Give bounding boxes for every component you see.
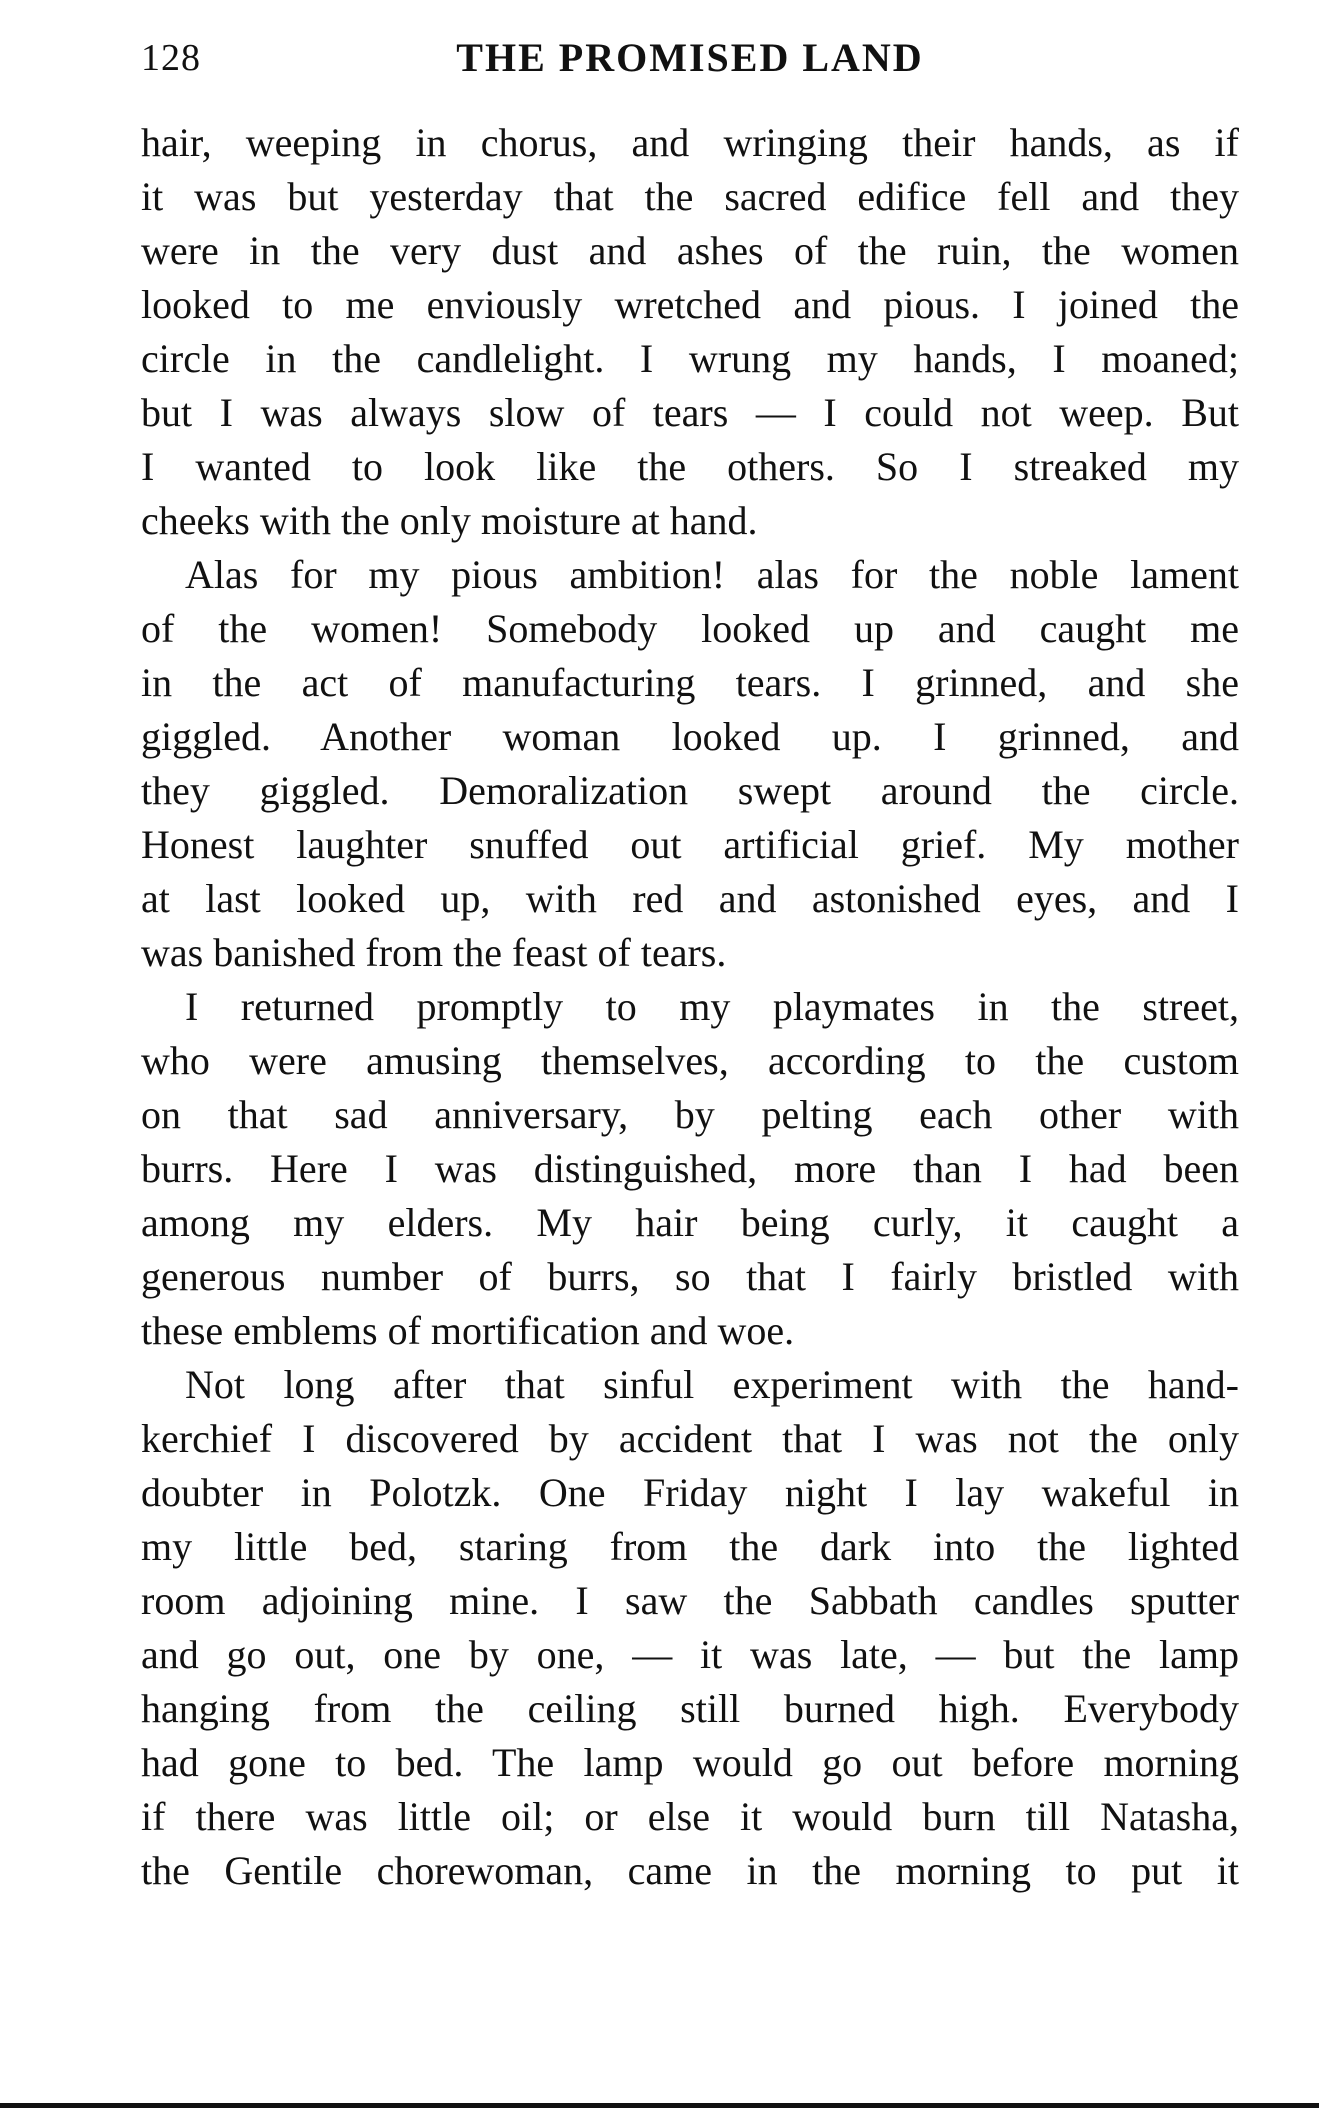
page-number: 128 [141,37,201,79]
paragraph-first-line: Not long after that sinful experiment with the hand- [185,1362,1239,1407]
paragraph-first-line: Alas for my pious ambition! alas for the noble lament [185,552,1239,597]
text-line: hanging from the ceiling still burned high. Everybody [141,1686,1239,1731]
text-line: it was but yesterday that the sacred edifice fell and they [141,174,1239,219]
text-line: was banished from the feast of tears. [141,930,727,975]
text-line: generous number of burrs, so that I fairly bristled with [141,1254,1239,1299]
text-line: giggled. Another woman looked up. I grinned, and [141,714,1239,759]
text-line: they giggled. Demoralization swept around the circle. [141,768,1239,813]
text-line: of the women! Somebody looked up and caught me [141,606,1239,651]
text-line: who were amusing themselves, according to the custom [141,1038,1239,1083]
text-line: were in the very dust and ashes of the ruin, the women [141,228,1239,273]
text-line: if there was little oil; or else it would burn till Natasha, [141,1794,1239,1839]
text-line: my little bed, staring from the dark into the lighted [141,1524,1239,1569]
running-head: THE PROMISED LAND [456,35,924,80]
text-line: cheeks with the only moisture at hand. [141,498,758,543]
text-line: room adjoining mine. I saw the Sabbath candles sputter [141,1578,1239,1623]
text-line: on that sad anniversary, by pelting each other with [141,1092,1239,1137]
text-line: burrs. Here I was distinguished, more than I had been [141,1146,1239,1191]
text-line: among my elders. My hair being curly, it caught a [141,1200,1239,1245]
body-text [141,116,1239,1898]
text-line: Honest laughter snuffed out artificial grief. My mother [141,822,1239,867]
text-line: at last looked up, with red and astonished eyes, and I [141,876,1239,921]
text-line: in the act of manufacturing tears. I grinned, and she [141,660,1239,705]
text-line: and go out, one by one, — it was late, — but the lamp [141,1632,1239,1677]
text-line: these emblems of mortification and woe. [141,1308,795,1353]
text-line: I wanted to look like the others. So I streaked my [141,444,1239,489]
text-line: the Gentile chorewoman, came in the morning to put it [141,1848,1239,1893]
text-line: but I was always slow of tears — I could not weep. But [141,390,1239,435]
text-line: looked to me enviously wretched and pious. I joined the [141,282,1239,327]
text-line: hair, weeping in chorus, and wringing their hands, as if [141,120,1239,165]
text-line: kerchief I discovered by accident that I was not the only [141,1416,1239,1461]
text-line: doubter in Polotzk. One Friday night I lay wakeful in [141,1470,1239,1515]
paragraph-first-line: I returned promptly to my playmates in the street, [185,984,1239,1029]
text-line: had gone to bed. The lamp would go out before morning [141,1740,1239,1785]
text-line: circle in the candlelight. I wrung my hands, I moaned; [141,336,1239,381]
bottom-border-rule [0,2103,1319,2108]
page-header [141,30,1239,86]
